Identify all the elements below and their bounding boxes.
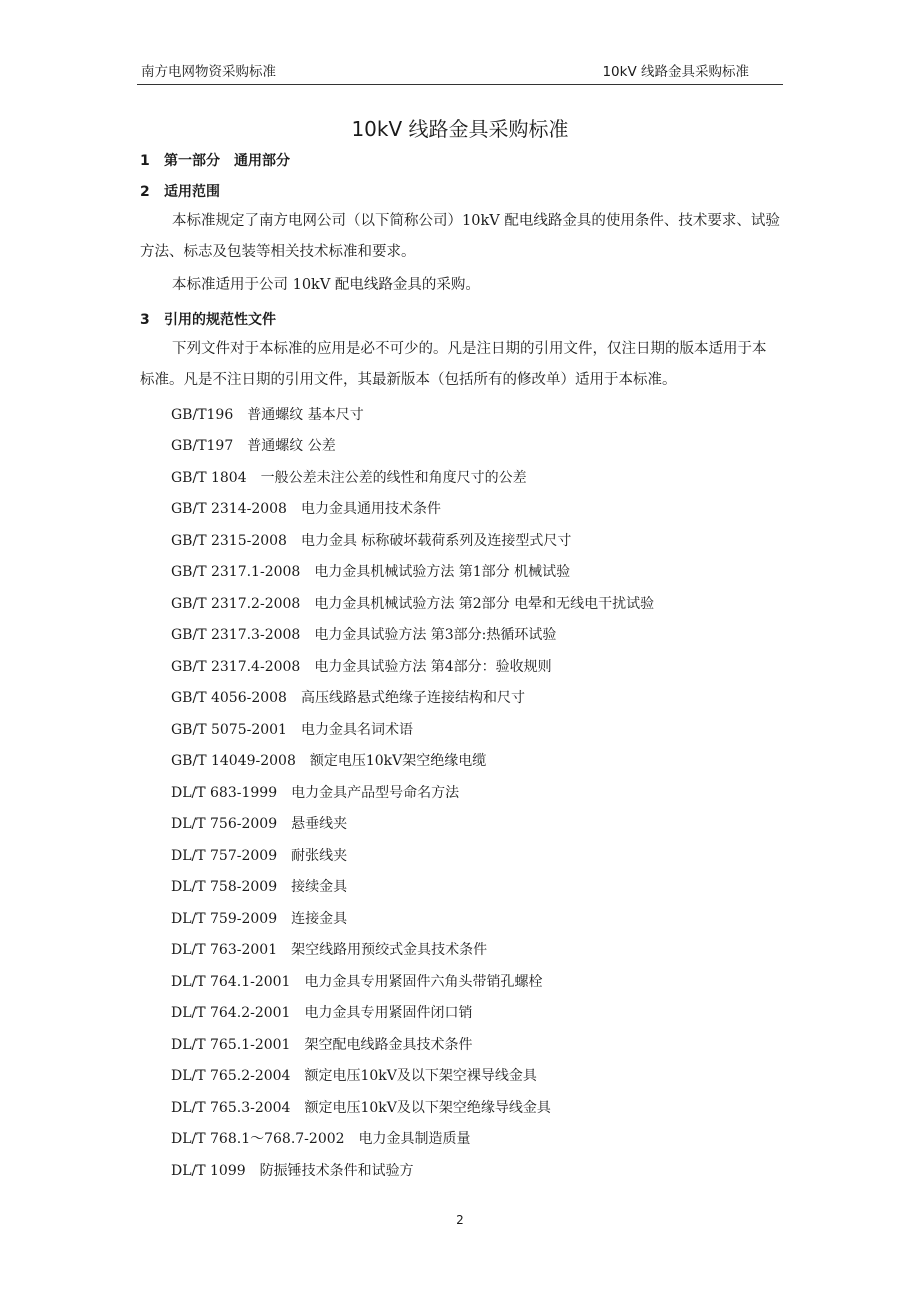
- document-title: 10kV 线路金具采购标准: [351, 117, 569, 141]
- section-heading-2: [140, 181, 220, 201]
- reference-item: DL/T 763-2001 架空线路用预绞式金具技术条件: [171, 942, 488, 958]
- reference-item: GB/T 14049-2008 额定电压10kV架空绝缘电缆: [171, 753, 487, 769]
- reference-item: DL/T 765.3-2004 额定电压10kV及以下架空绝缘导线金具: [171, 1100, 551, 1116]
- header-right-text: 10kV 线路金具采购标准: [602, 64, 749, 80]
- reference-item: DL/T 758-2009 接续金具: [171, 879, 348, 895]
- reference-item: DL/T 765.2-2004 额定电压10kV及以下架空裸导线金具: [171, 1068, 537, 1084]
- paragraph-scope: 本标准规定了南方电网公司（以下简称公司）10kV 配电线路金具的使用条件、技术要求、试验方法、标志及包装等相关技术标准和要求。: [140, 213, 780, 260]
- section-heading-1: [140, 150, 290, 170]
- reference-item: GB/T 2317.2-2008 电力金具机械试验方法 第2部分 电晕和无线电干扰试验: [171, 596, 655, 612]
- reference-item: GB/T 2317.4-2008 电力金具试验方法 第4部分：验收规则: [171, 659, 552, 675]
- page-header: [137, 56, 783, 85]
- reference-item: GB/T 5075-2001 电力金具名词术语: [171, 722, 413, 738]
- reference-item: DL/T 764.1-2001 电力金具专用紧固件六角头带销孔螺栓: [171, 974, 543, 990]
- reference-item: GB/T196 普通螺纹 基本尺寸: [171, 407, 364, 423]
- header-left-text: 南方电网物资采购标准: [141, 64, 276, 80]
- reference-item: DL/T 683-1999 电力金具产品型号命名方法: [171, 785, 460, 801]
- section-number: 2: [140, 184, 150, 200]
- paragraph-references-intro: 下列文件对于本标准的应用是必不可少的。凡是注日期的引用文件，仅注日期的版本适用于本标准。凡是不注日期的引用文件，其最新版本（包括所有的修改单）适用于本标准。: [140, 341, 767, 388]
- reference-item: GB/T 2315-2008 电力金具 标称破坏载荷系列及连接型式尺寸: [171, 533, 572, 549]
- reference-item: DL/T 759-2009 连接金具: [171, 911, 348, 927]
- section-title: 适用范围: [164, 184, 220, 200]
- reference-item: DL/T 756-2009 悬垂线夹: [171, 816, 348, 832]
- page-number: 2: [456, 1213, 464, 1227]
- section-number: 1: [140, 153, 150, 169]
- reference-item: GB/T 2317.1-2008 电力金具机械试验方法 第1部分 机械试验: [171, 564, 571, 580]
- section-number: 3: [140, 312, 150, 328]
- reference-item: GB/T 2314-2008 电力金具通用技术条件: [171, 501, 441, 517]
- section-heading-3: [140, 309, 276, 329]
- paragraph-applicability: 本标准适用于公司 10kV 配电线路金具的采购。: [172, 277, 480, 293]
- section-title: 引用的规范性文件: [164, 312, 276, 328]
- reference-item: GB/T 1804 一般公差未注公差的线性和角度尺寸的公差: [171, 470, 527, 486]
- reference-item: GB/T197 普通螺纹 公差: [171, 438, 336, 454]
- reference-item: DL/T 764.2-2001 电力金具专用紧固件闭口销: [171, 1005, 473, 1021]
- reference-item: GB/T 4056-2008 高压线路悬式绝缘子连接结构和尺寸: [171, 690, 525, 706]
- section-title: 第一部分 通用部分: [164, 153, 290, 169]
- reference-item: DL/T 757-2009 耐张线夹: [171, 848, 348, 864]
- reference-item: GB/T 2317.3-2008 电力金具试验方法 第3部分:热循环试验: [171, 627, 557, 643]
- reference-item: DL/T 765.1-2001 架空配电线路金具技术条件: [171, 1037, 473, 1053]
- reference-item: DL/T 768.1～768.7-2002 电力金具制造质量: [171, 1131, 471, 1147]
- reference-item: DL/T 1099 防振锤技术条件和试验方: [171, 1163, 414, 1179]
